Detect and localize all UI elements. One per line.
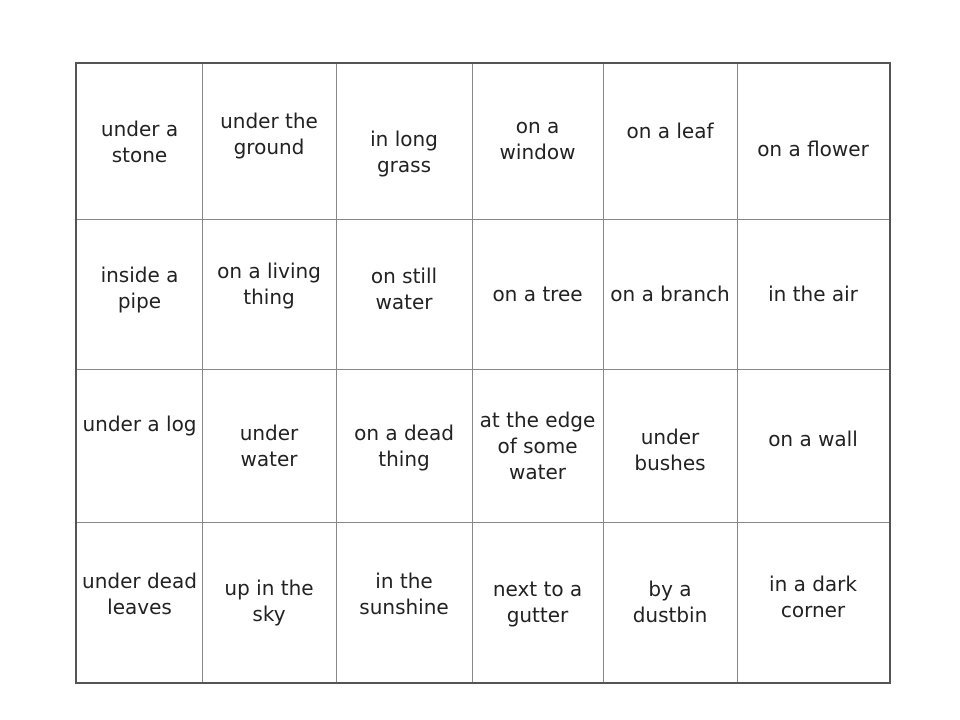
card-cell: on a flower: [757, 137, 869, 161]
card-cell: under a log: [82, 412, 197, 436]
card-cell: under water: [239, 420, 299, 471]
card-cell: on still water: [370, 264, 438, 314]
card-cell: inside a pipe: [100, 263, 179, 313]
card-cell: on a window: [499, 114, 576, 164]
card-cell: in a dark corner: [769, 572, 857, 622]
card-cell: next to a gutter: [492, 577, 583, 627]
card-cell: in the sunshine: [359, 568, 449, 619]
card-cell: on a leaf: [626, 119, 714, 143]
card-cell: on a wall: [768, 427, 858, 451]
card-cell: on a dead thing: [354, 420, 454, 471]
card-cell: on a tree: [492, 282, 583, 306]
card-cell: at the edge of some water: [479, 407, 596, 484]
card-cell: on a branch: [610, 282, 730, 306]
card-cell: by a dustbin: [632, 577, 708, 627]
card-cell: under bushes: [634, 425, 706, 475]
card-sheet: [75, 62, 891, 684]
card-cell: under dead leaves: [82, 568, 197, 619]
card-cell: under a stone: [100, 116, 179, 167]
card-cell: on a living thing: [217, 259, 321, 309]
card-cell: in the air: [768, 282, 858, 306]
card-cell: under the ground: [220, 109, 318, 159]
card-cell: up in the sky: [224, 576, 314, 626]
card-cell: in long grass: [370, 126, 438, 177]
